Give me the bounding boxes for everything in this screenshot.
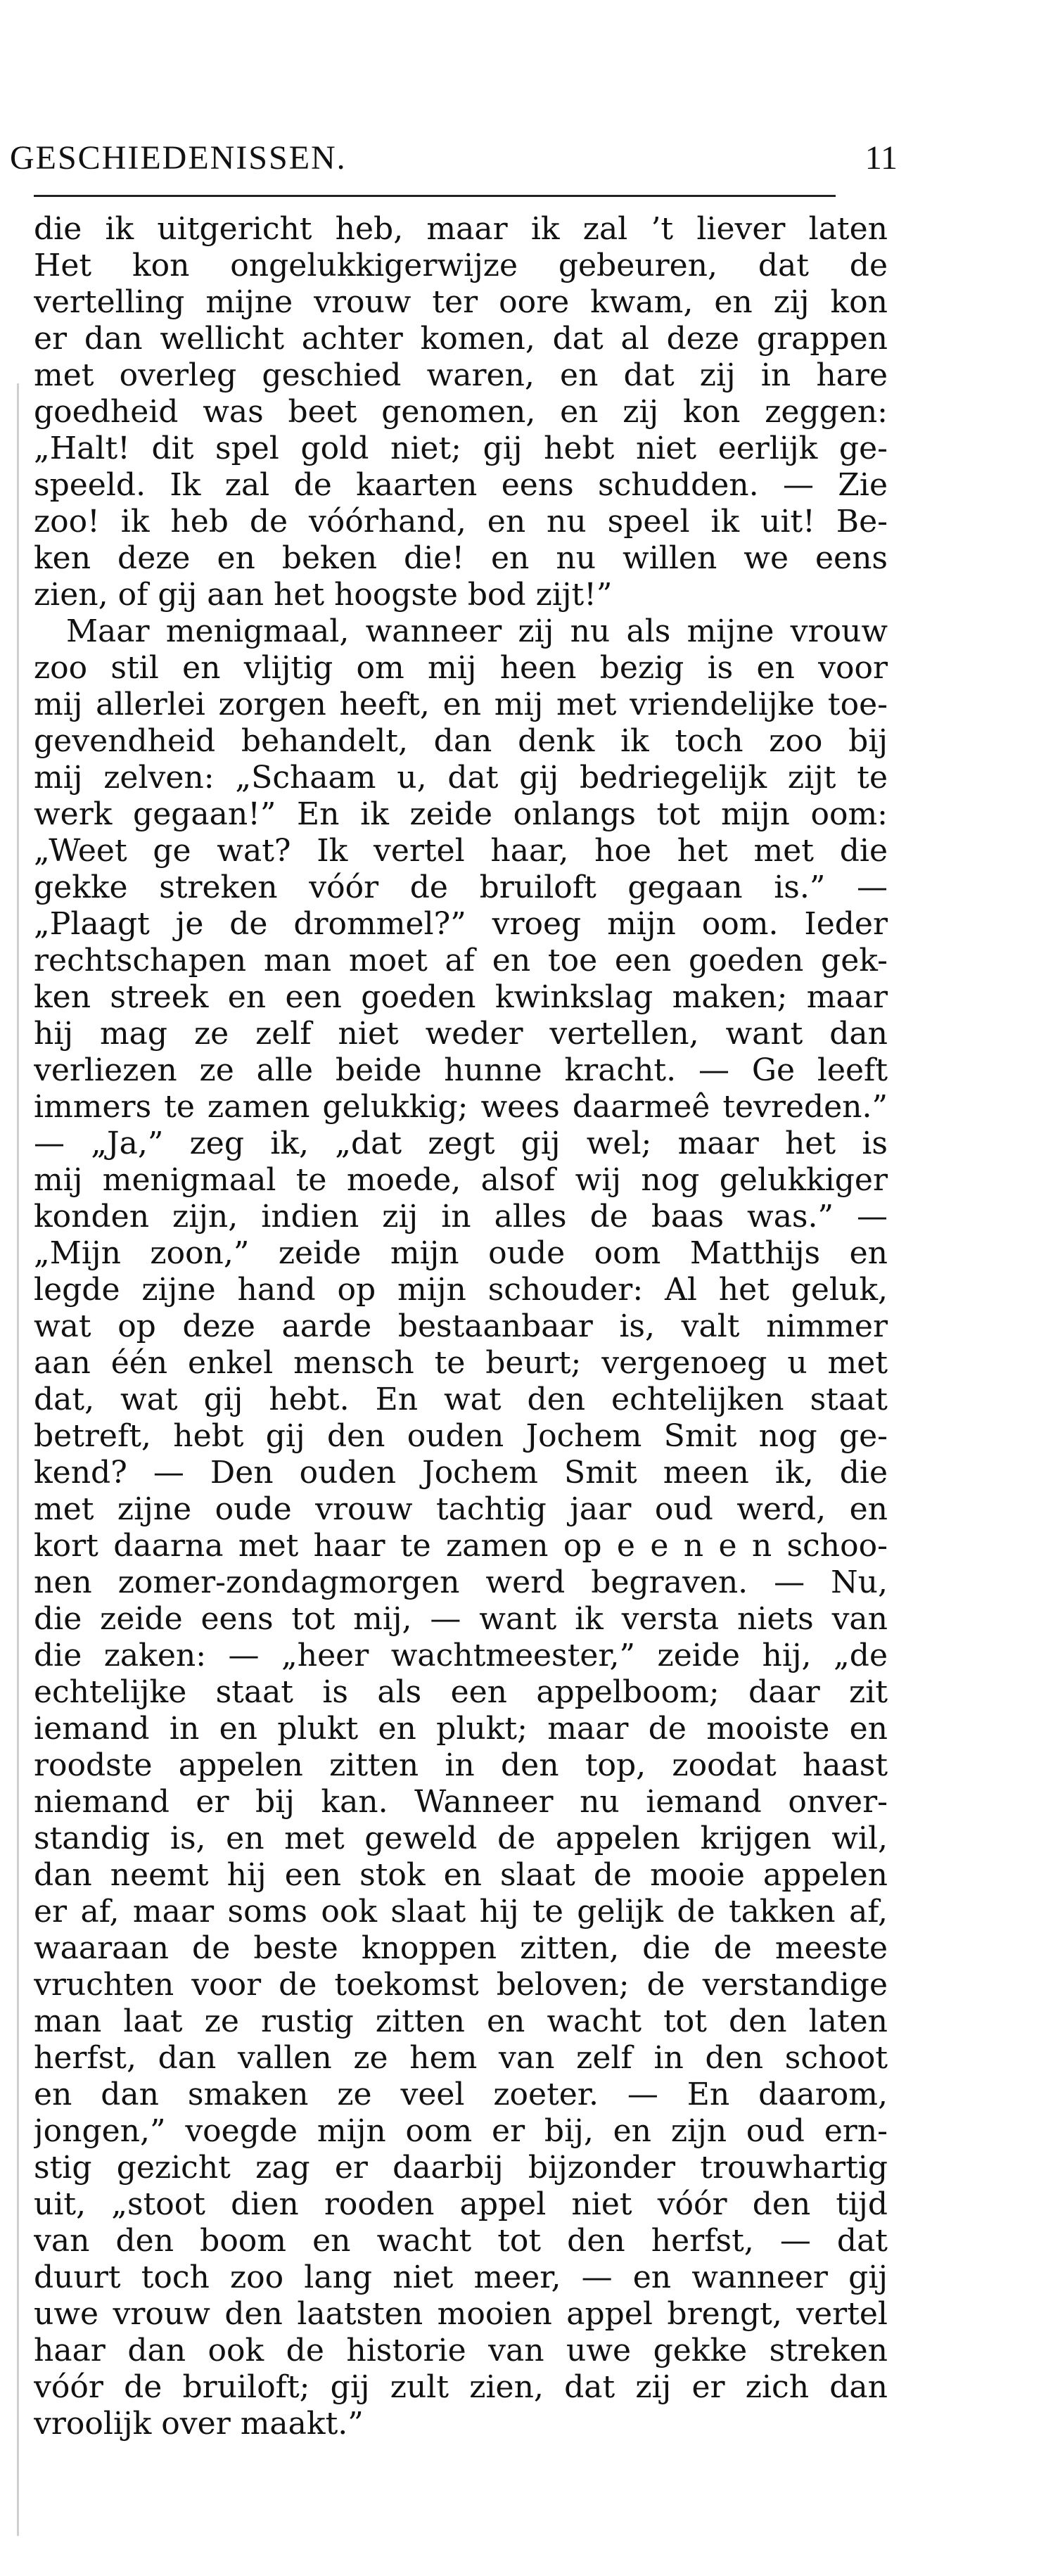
text-line: er dan wellicht achter komen, dat al deze grappen <box>34 321 888 357</box>
text-line: Maar menigmaal, wanneer zij nu als mijne vrouw <box>66 613 888 649</box>
text-line: verliezen ze alle beide hunne kracht. — Ge leeft <box>34 1052 888 1088</box>
text-line: goedheid was beet genomen, en zij kon zeggen: <box>34 394 888 430</box>
text-line: niemand er bij kan. Wanneer nu iemand onver- <box>34 1784 888 1820</box>
header-rule <box>34 195 836 197</box>
text-line: legde zijne hand op mijn schouder: Al het geluk, <box>34 1272 888 1308</box>
text-line: stig gezicht zag er daarbij bijzonder trouwhartig <box>34 2150 888 2186</box>
text-line: en dan smaken ze veel zoeter. — En daarom, <box>34 2077 888 2112</box>
margin-line <box>17 383 19 2536</box>
text-line: immers te zamen gelukkig; wees daarmeê tevreden.” <box>34 1089 888 1125</box>
text-line: die zeide eens tot mij, — want ik versta niets van <box>34 1601 888 1637</box>
text-line: vruchten voor de toekomst beloven; de verstandige <box>34 1967 888 2003</box>
text-line: „Weet ge wat? Ik vertel haar, hoe het met die <box>34 833 888 869</box>
text-line: mij zelven: „Schaam u, dat gij bedriegelijk zijt te <box>34 760 888 796</box>
text-line: ken deze en beken die! en nu willen we eens <box>34 540 888 576</box>
text-line: dan neemt hij een stok en slaat de mooie appelen <box>34 1857 888 1893</box>
text-line: man laat ze rustig zitten en wacht tot den laten <box>34 2003 888 2039</box>
text-line: herfst, dan vallen ze hem van zelf in den schoot <box>34 2040 888 2076</box>
text-line: uwe vrouw den laatsten mooien appel brengt, vertel <box>34 2296 888 2332</box>
text-line: — „Ja,” zeg ik, „dat zegt gij wel; maar het is <box>34 1126 888 1161</box>
text-line: vroolijk over maakt.” <box>34 2406 364 2442</box>
text-line: met overleg geschied waren, en dat zij in hare <box>34 357 888 393</box>
text-line: zoo stil en vlijtig om mij heen bezig is en voor <box>34 650 888 686</box>
text-line: standig is, en met geweld de appelen krijgen wil, <box>34 1821 888 1856</box>
text-line: speeld. Ik zal de kaarten eens schudden. — Zie <box>34 467 888 503</box>
text-line: die zaken: — „heer wachtmeester,” zeide hij, „de <box>34 1638 888 1673</box>
text-line: gekke streken vóór de bruiloft gegaan is.” — <box>34 869 888 905</box>
text-line: zoo! ik heb de vóórhand, en nu speel ik uit! Be- <box>34 504 888 540</box>
text-line: vóór de bruiloft; gij zult zien, dat zij er zich dan <box>34 2369 888 2405</box>
text-line: vertelling mijne vrouw ter oore kwam, en zij kon <box>34 284 888 320</box>
text-line: „Plaagt je de drommel?” vroeg mijn oom. Ieder <box>34 906 888 942</box>
text-line: rechtschapen man moet af en toe een goeden gek- <box>34 943 888 978</box>
text-line: duurt toch zoo lang niet meer, — en wanneer gij <box>34 2259 888 2295</box>
text-line: werk gegaan!” En ik zeide onlangs tot mijn oom: <box>34 796 888 832</box>
text-line: van den boom en wacht tot den herfst, — dat <box>34 2223 888 2259</box>
text-line: waaraan de beste knoppen zitten, die de meeste <box>34 1930 888 1966</box>
body-text <box>34 211 888 2442</box>
text-line: echtelijke staat is als een appelboom; daar zit <box>34 1674 888 1710</box>
text-line: jongen,” voegde mijn oom er bij, en zijn oud ern- <box>34 2113 888 2149</box>
text-line: „Mijn zoon,” zeide mijn oude oom Matthijs en <box>34 1235 888 1271</box>
text-line: haar dan ook de historie van uwe gekke streken <box>34 2333 888 2368</box>
text-line: er af, maar soms ook slaat hij te gelijk de takken af, <box>34 1894 888 1930</box>
text-line: met zijne oude vrouw tachtig jaar oud werd, en <box>34 1491 888 1527</box>
text-line: konden zijn, indien zij in alles de baas was.” — <box>34 1199 888 1235</box>
text-line: „Halt! dit spel gold niet; gij hebt niet eerlijk ge- <box>34 431 888 466</box>
text-line: nen zomer-zondagmorgen werd begraven. — Nu, <box>34 1564 888 1600</box>
text-line: roodste appelen zitten in den top, zoodat haast <box>34 1747 888 1783</box>
text-line: mij menigmaal te moede, alsof wij nog gelukkiger <box>34 1162 888 1198</box>
text-line: kend? — Den ouden Jochem Smit meen ik, die <box>34 1455 888 1491</box>
text-line: betreft, hebt gij den ouden Jochem Smit nog ge- <box>34 1418 888 1454</box>
text-line: hij mag ze zelf niet weder vertellen, want dan <box>34 1016 888 1052</box>
page-number: 11 <box>864 139 898 177</box>
text-line: gevendheid behandelt, dan denk ik toch zoo bij <box>34 723 888 759</box>
text-line: Het kon ongelukkigerwijze gebeuren, dat de <box>34 248 888 283</box>
running-head <box>10 134 898 183</box>
text-line: die ik uitgericht heb, maar ik zal ’t liever laten <box>34 211 888 247</box>
text-line: mij allerlei zorgen heeft, en mij met vriendelijke toe- <box>34 687 888 722</box>
text-line: aan één enkel mensch te beurt; vergenoeg u met <box>34 1345 888 1381</box>
text-line: ken streek en een goeden kwinkslag maken; maar <box>34 979 888 1015</box>
text-line: kort daarna met haar te zamen op e e n e n schoo- <box>34 1528 888 1564</box>
text-line: wat op deze aarde bestaanbaar is, valt nimmer <box>34 1308 888 1344</box>
text-line: uit, „stoot dien rooden appel niet vóór den tijd <box>34 2186 888 2222</box>
text-line: iemand in en plukt en plukt; maar de mooiste en <box>34 1711 888 1747</box>
text-line: dat, wat gij hebt. En wat den echtelijken staat <box>34 1382 888 1417</box>
running-head-title: GESCHIEDENISSEN. <box>10 139 347 177</box>
text-line: zien, of gij aan het hoogste bod zijt!” <box>34 577 613 613</box>
